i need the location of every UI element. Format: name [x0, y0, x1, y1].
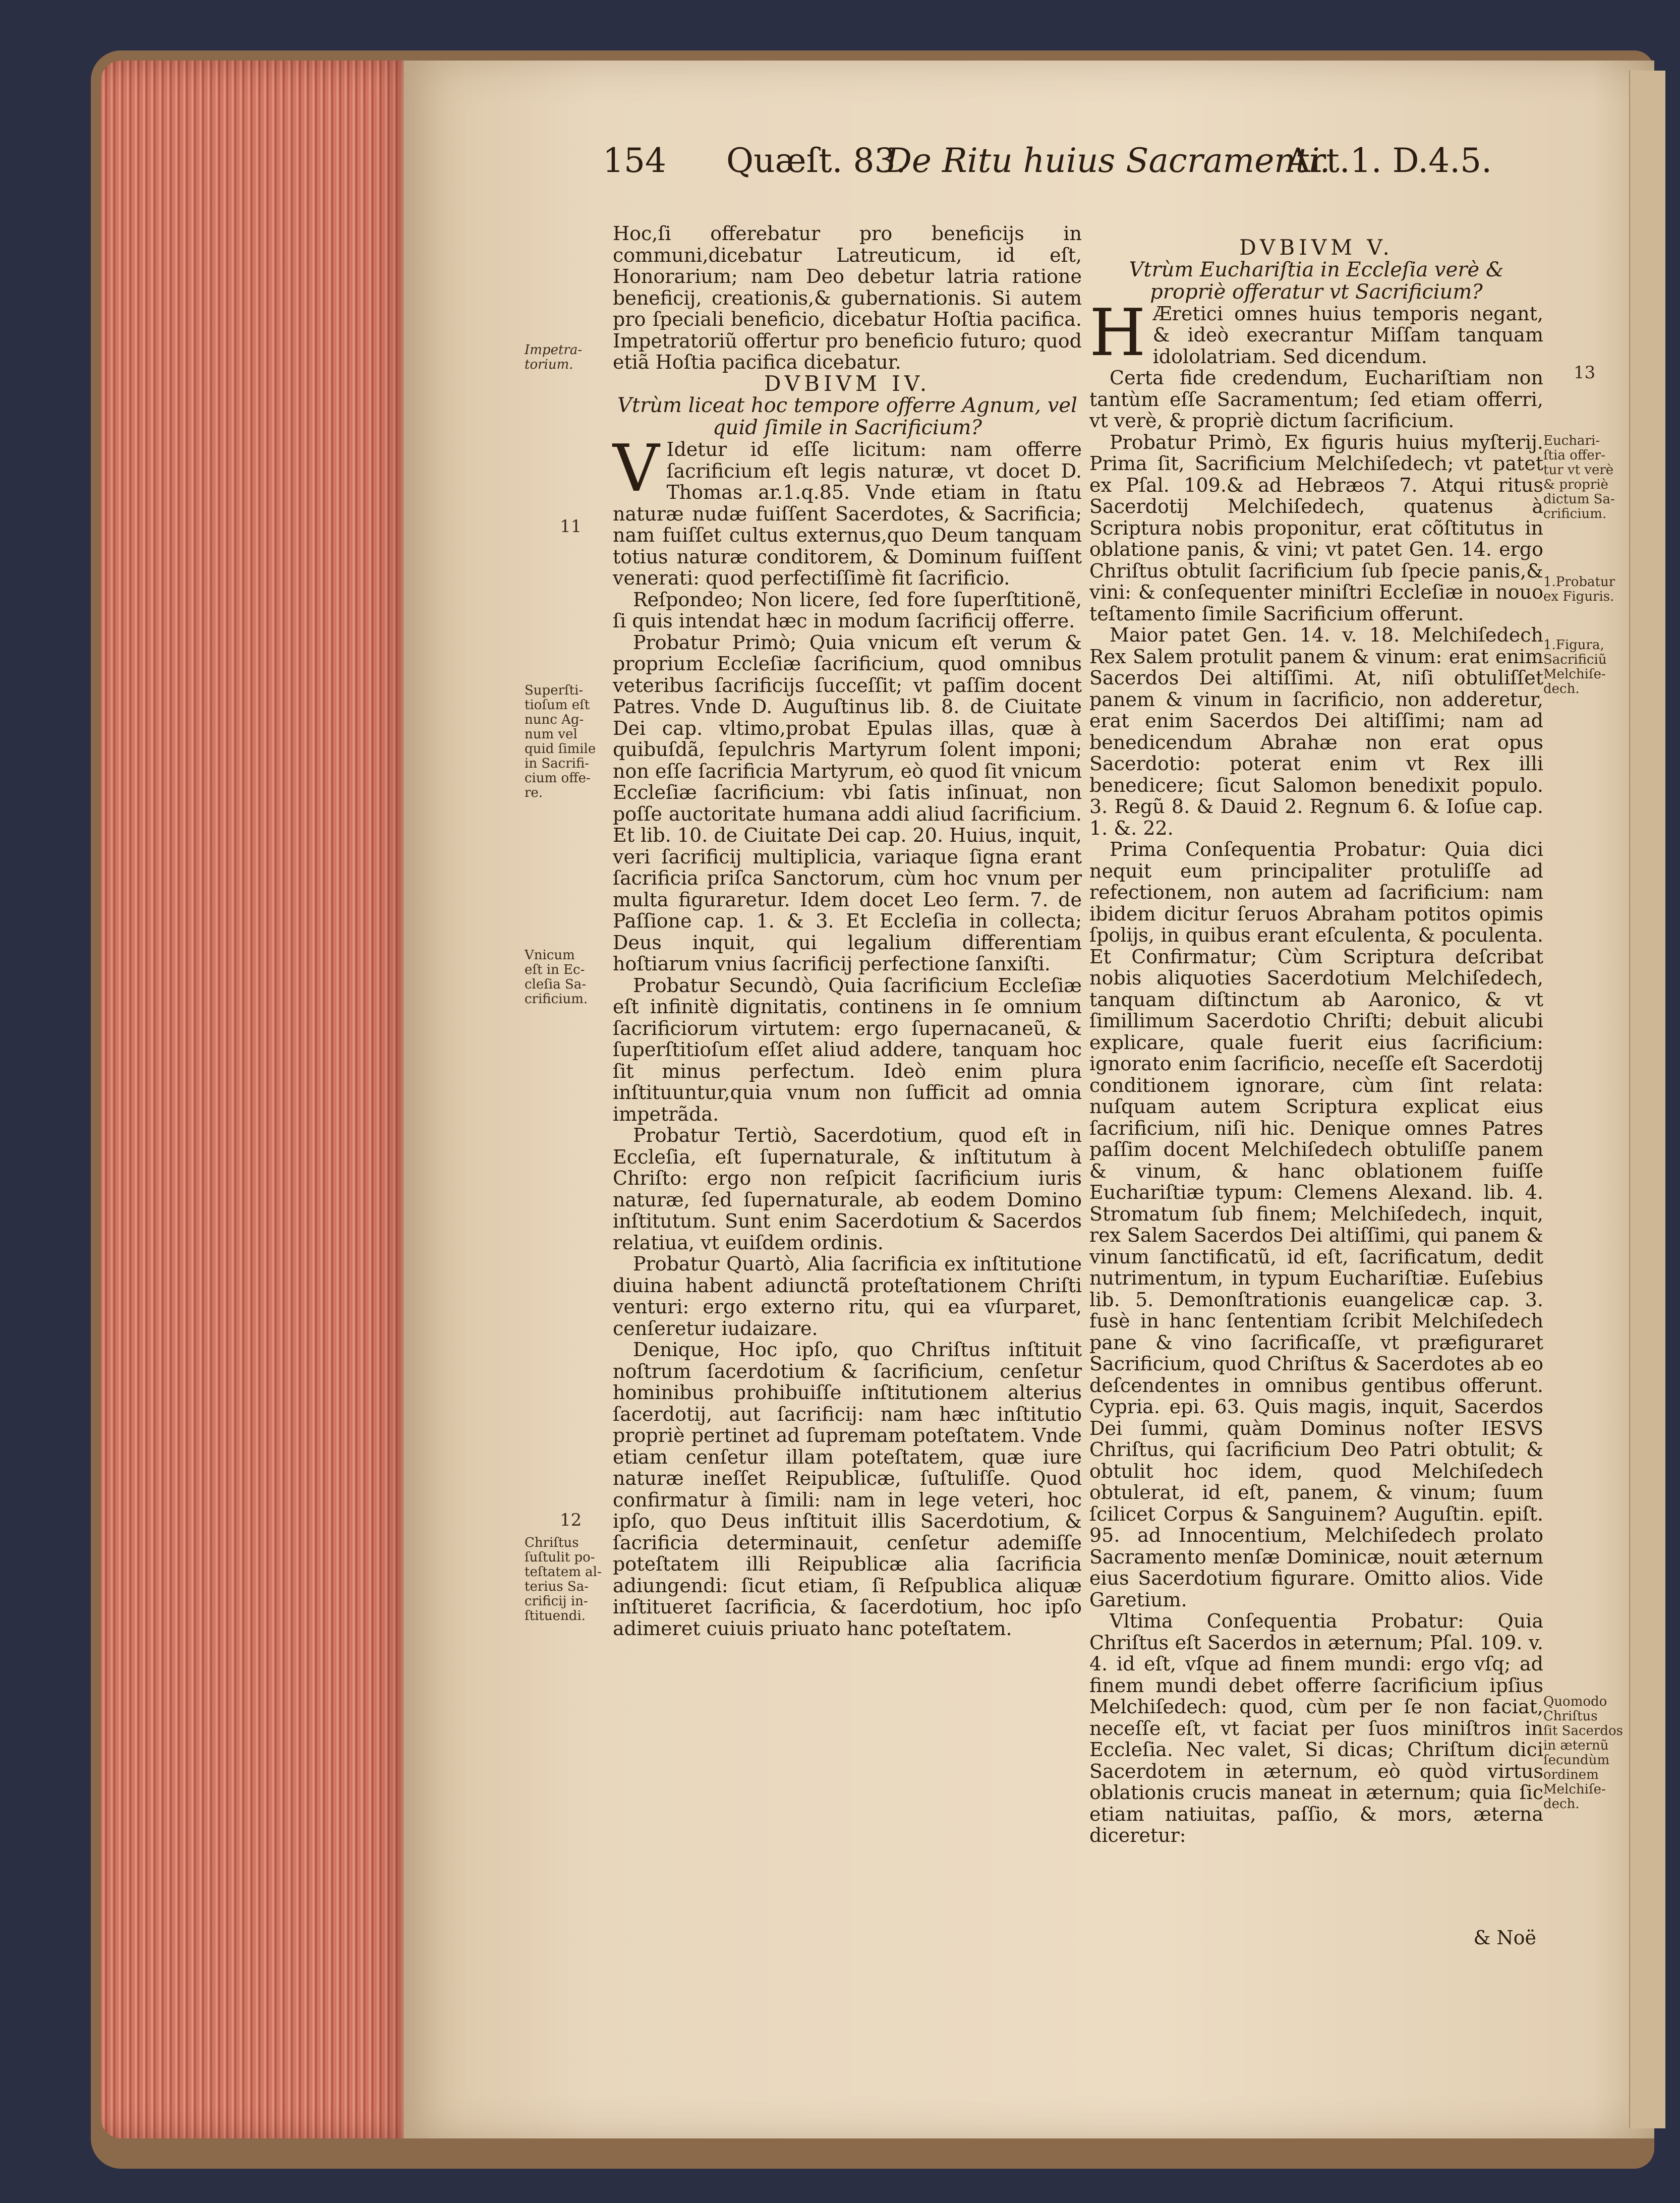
margin-note-christus: Chriſtus ſuſtulit po- teſtatem al- terius Sa- crificij in- ſtituendi. — [525, 1535, 602, 1624]
paragraph: Æretici omnes huius temporis negant, & ideò execrantur Miſſam tanquam idololatriam. Sed dicendum. — [1152, 302, 1543, 368]
paragraph: Idetur id eſſe licitum: nam offerre ſacrificium eſt legis naturæ, vt docet D. Thomas ar.1.q.85. Vnde etiam in ſtatu naturæ nudæ fuiſſent Sacerdotes, & Sacrificia; nam fuiſſet cultus externus,quo Deum tanquam totius naturæ conditorem, & Dominum fuiſſent venerati: quod perfectiſſimè fit ſacrificio. — [613, 438, 1082, 589]
catchword: & Noë — [1473, 1927, 1536, 1949]
left-column — [613, 223, 1082, 1639]
margin-note-figura: 1.Figura, Sacrificiũ Melchiſe- dech. — [1543, 637, 1607, 697]
paragraph: Hoc,ſi offerebatur pro beneficijs in communi,dicebatur Latreuticum, id eſt, Honorarium; nam Deo debetur latria ratione beneficij, creationis,& gubernationis. Si autem pro ſpeciali beneficio, dicebatur Hoſtia pacifica. Impetratoriũ offertur pro beneficio futuro; quod etiã Hoſtia pacifica dicebatur. — [613, 222, 1082, 373]
margin-note-eucharistia: Euchari- ſtia offer- tur vt verè & propriè dictum Sa- crificium. — [1543, 433, 1615, 521]
paragraph: Probatur Quartò, Alia ſacrificia ex inſtitutione diuina habent adiunctã proteſtationem Chriſti venturi: ergo externo ritu, qui ea vſurparet, cenſeretur iudaizare. — [613, 1253, 1082, 1340]
margin-number: 12 — [560, 1510, 582, 1530]
header-title: De Ritu huius Sacramenti. — [885, 141, 1330, 180]
right-column — [1089, 237, 1543, 1846]
margin-number: 11 — [560, 516, 582, 537]
margin-number: 13 — [1574, 363, 1596, 383]
dubium-title: DVBIVM V. — [1239, 235, 1394, 260]
header-question: Quæſt. 83. — [726, 141, 906, 180]
page-number: 154 — [603, 141, 666, 180]
header-article: Art.1. D.4.5. — [1286, 141, 1492, 180]
drop-cap: H — [1089, 295, 1146, 371]
dubium-question: Vtrùm Euchariſtia in Eccleſia verè & propriè offeratur vt Sacrificium? — [1129, 258, 1504, 304]
dubium-question: Vtrùm liceat hoc tempore offerre Agnum, vel quid ſimile in Sacrificium? — [617, 394, 1077, 439]
paragraph: Maior patet Gen. 14. v. 18. Melchiſedech Rex Salem protulit panem & vinum: erat enim Sacerdos Dei altiſſimi. At, niſi obtuliſſet panem & vinum in ſacrificio, non adderetur, erat enim Sacerdos Dei altiſſimi; nam ad benedicendum Abrahæ non erat opus Sacerdotio: poterat enim vt Rex illi benedicere; ſicut Salomon benedixit populo. 3. Regũ 8. & Dauid 2. Regnum 6. & Ioſue cap. 1. &. 22. — [1089, 624, 1543, 839]
running-header — [603, 141, 1492, 192]
dubium-title: DVBIVM IV. — [764, 371, 931, 396]
margin-note-probatur: 1.Probatur ex Figuris. — [1543, 574, 1615, 604]
page-edges — [101, 61, 414, 2138]
paragraph: Probatur Primò, Ex figuris huius myſterij. Prima ſit, Sacrificium Melchiſedech; vt patet ex Pſal. 109.& ad Hebræos 7. Atqui ritus Sacerdotij Melchiſedech, quatenus à Scriptura nobis proponitur, erat cõſtitutus in oblatione panis, & vini; vt patet Gen. 14. ergo Chriſtus obtulit ſacrificium ſub ſpecie panis,& vini: & conſequenter miniſtri Eccleſiæ in nouo teſtamento ſimile Sacrificium offerunt. — [1089, 431, 1543, 625]
margin-note-vnicum: Vnicum eſt in Ec- cleſia Sa- crificium. — [525, 948, 588, 1007]
paragraph: Denique, Hoc ipſo, quo Chriſtus inſtituit noſtrum ſacerdotium & ſacrificium, cenſetur hominibus prohibuiſſe inſtitutionem alterius ſacerdotij, aut ſacrificij: nam hæc inſtitutio propriè pertinet ad ſupremam poteſtatem. Vnde etiam cenſetur illam poteſtatem, quæ iure naturæ ineſſet Reipublicæ, ſuſtuliſſe. Quod confirmatur à ſimili: nam in lege veteri, hoc ipſo, quo Deus inſtituit illis Sacerdotium, & ſacrificia determinauit, cenſetur ademiſſe poteſtatem illi Reipublicæ alia ſacrificia adiungendi: ſicut etiam, ſi Reſpublica aliquæ inſtitueret ſacrificia, & ſacerdotium, hoc ipſo adimeret cuiuis priuato hanc poteſtatem. — [613, 1339, 1082, 1640]
paragraph: Probatur Tertiò, Sacerdotium, quod eſt in Eccleſia, eſt ſupernaturale, & inſtitutum à Chriſto: ergo non reſpicit ſacrificium iuris naturæ, ſed ſupernaturale, ab eodem Domino inſtitutum. Sunt enim Sacerdotium & Sacerdos relatiua, vt euiſdem ordinis. — [613, 1124, 1082, 1254]
paragraph: Reſpondeo; Non licere, ſed fore ſuperſtitionẽ, ſi quis intendat hæc in modum ſacrificij offerre. — [613, 588, 1082, 632]
paragraph: Probatur Secundò, Quia ſacrificium Eccleſiæ eſt infinitè dignitatis, continens in ſe omnium ſacrificiorum virtutem: ergo ſupernacaneũ, & ſuperſtitioſum eſſet aliud addere, tanquam hoc ſit minus perfectum. Ideò enim plura inſtituuntur,quia vnum non ſufficit ad omnia impetrãda. — [613, 974, 1082, 1125]
paragraph: Certa fide credendum, Euchariſtiam non tantùm eſſe Sacramentum; ſed etiam offerri, vt verè, & propriè dictum ſacrificium. — [1089, 367, 1543, 432]
drop-cap: V — [613, 431, 660, 506]
margin-note-superstitiosum: Superſti- tioſum eſt nunc Ag- num vel quid ſimile in Sacrifi- cium offe- re. — [525, 683, 596, 800]
paragraph: Vltima Conſequentia Probatur: Quia Chriſtus eſt Sacerdos in æternum; Pſal. 109. v. 4. id eſt, vſque ad finem mundi: ergo vſq; ad finem mundi debet offerre ſacrificium ipſius Melchiſedech: quod, cùm per ſe non faciat, neceſſe eſt, vt faciat per ſuos miniſtros in Eccleſia. Nec valet, Si dicas; Chriſtum dici Sacerdotem in æternum, eò quòd virtus oblationis crucis maneat in æternum; quia ſic etiam natiuitas, paſſio, & mors, æterna diceretur: — [1089, 1610, 1543, 1846]
paragraph: Prima Conſequentia Probatur: Quia dici nequit eum principaliter protuliſſe ad refectionem, non autem ad ſacrificium: nam ibidem dicitur ſeruos Abraham potitos opimis ſpolijs, in quibus erant eſculenta, & poculenta. Et Confirmatur; Cùm Scriptura deſcribat nobis aliquoties Sacerdotium Melchiſedech, tanquam diſtinctum ab Aaronico, & vt ſimillimum Sacerdotio Chriſti; debuit alicubi explicare, quale fuerit eius ſacrificium: ignorato enim ſacrificio, neceſſe eſt Sacerdotij conditionem ignorare, cùm ſint relata: nuſquam autem Scriptura explicat eius ſacrificium, niſi hic. Denique omnes Patres paſſim docent Melchiſedech obtuliſſe panem & vinum, & hanc oblationem fuiſſe Euchariſtiæ typum: Clemens Alexand. lib. 4. Stromatum ſub finem; Melchiſedech, inquit, rex Salem Sacerdos Dei altiſſimi, qui panem & vinum ſanctificatũ, id eſt, ſacrificatum, dedit nutrimentum, in typum Euchariſtiæ. Euſebius lib. 5. Demonſtrationis euangelicæ cap. 3. fusè in hanc ſententiam ſcribit Melchiſedech pane & vino ſacrificaſſe, vt præfiguraret Sacrificium, quod Chriſtus & Sacerdotes ab eo deſcendentes in omnibus gentibus offerunt. Cypria. epi. 63. Quis magis, inquit, Sacerdos Dei ſummi, quàm Dominus noſter IESVS Chriſtus, qui ſacrificium Deo Patri obtulit; & obtulit hoc idem, quod Melchiſedech obtulerat, id eſt, panem, & vinum; ſuum ſcilicet Corpus & Sanguinem? Auguſtin. epiſt. 95. ad Innocentium, Melchiſedech prolato Sacramento menſæ Dominicæ, nouit æternum eius Sacerdotium figurare. Omitto alios. Vide Garetium. — [1089, 838, 1543, 1611]
margin-note-quomodo: Quomodo Chriſtus ſit Sacerdos in æternũ ſecundùm ordinem Melchiſe- dech. — [1543, 1694, 1623, 1812]
paragraph: Probatur Primò; Quia vnicum eſt verum & proprium Eccleſiæ ſacrificium, quod omnibus veteribus ſacrificijs ſucceſſit; vt paſſim docent Patres. Vnde D. Auguſtinus lib. 8. de Ciuitate Dei cap. vltimo,probat Epulas illas, quæ à quibuſdã, ſepulchris Martyrum ſolent imponi; non eſſe ſacrificia Martyrum, eò quod ſit vnicum Eccleſiæ ſacrificium: vbi ſatis inſinuat, non poſſe auctoritate humana addi aliud ſacrificium. Et lib. 10. de Ciuitate Dei cap. 20. Huius, inquit, veri ſacrificij multiplicia, variaque ſigna erant ſacrificia priſca Sanctorum, cùm hoc vnum per multa figuraretur. Idem docet Leo ſerm. 7. de Paſſione cap. 1. & 3. Et Eccleſia in collecta; Deus inquit, qui legalium differentiam hoſtiarum vnius ſacrificij perfectione ſanxiſti. — [613, 631, 1082, 975]
next-page-edge — [1629, 71, 1665, 2128]
margin-note-impetratorium: Impetra- torium. — [525, 342, 583, 372]
